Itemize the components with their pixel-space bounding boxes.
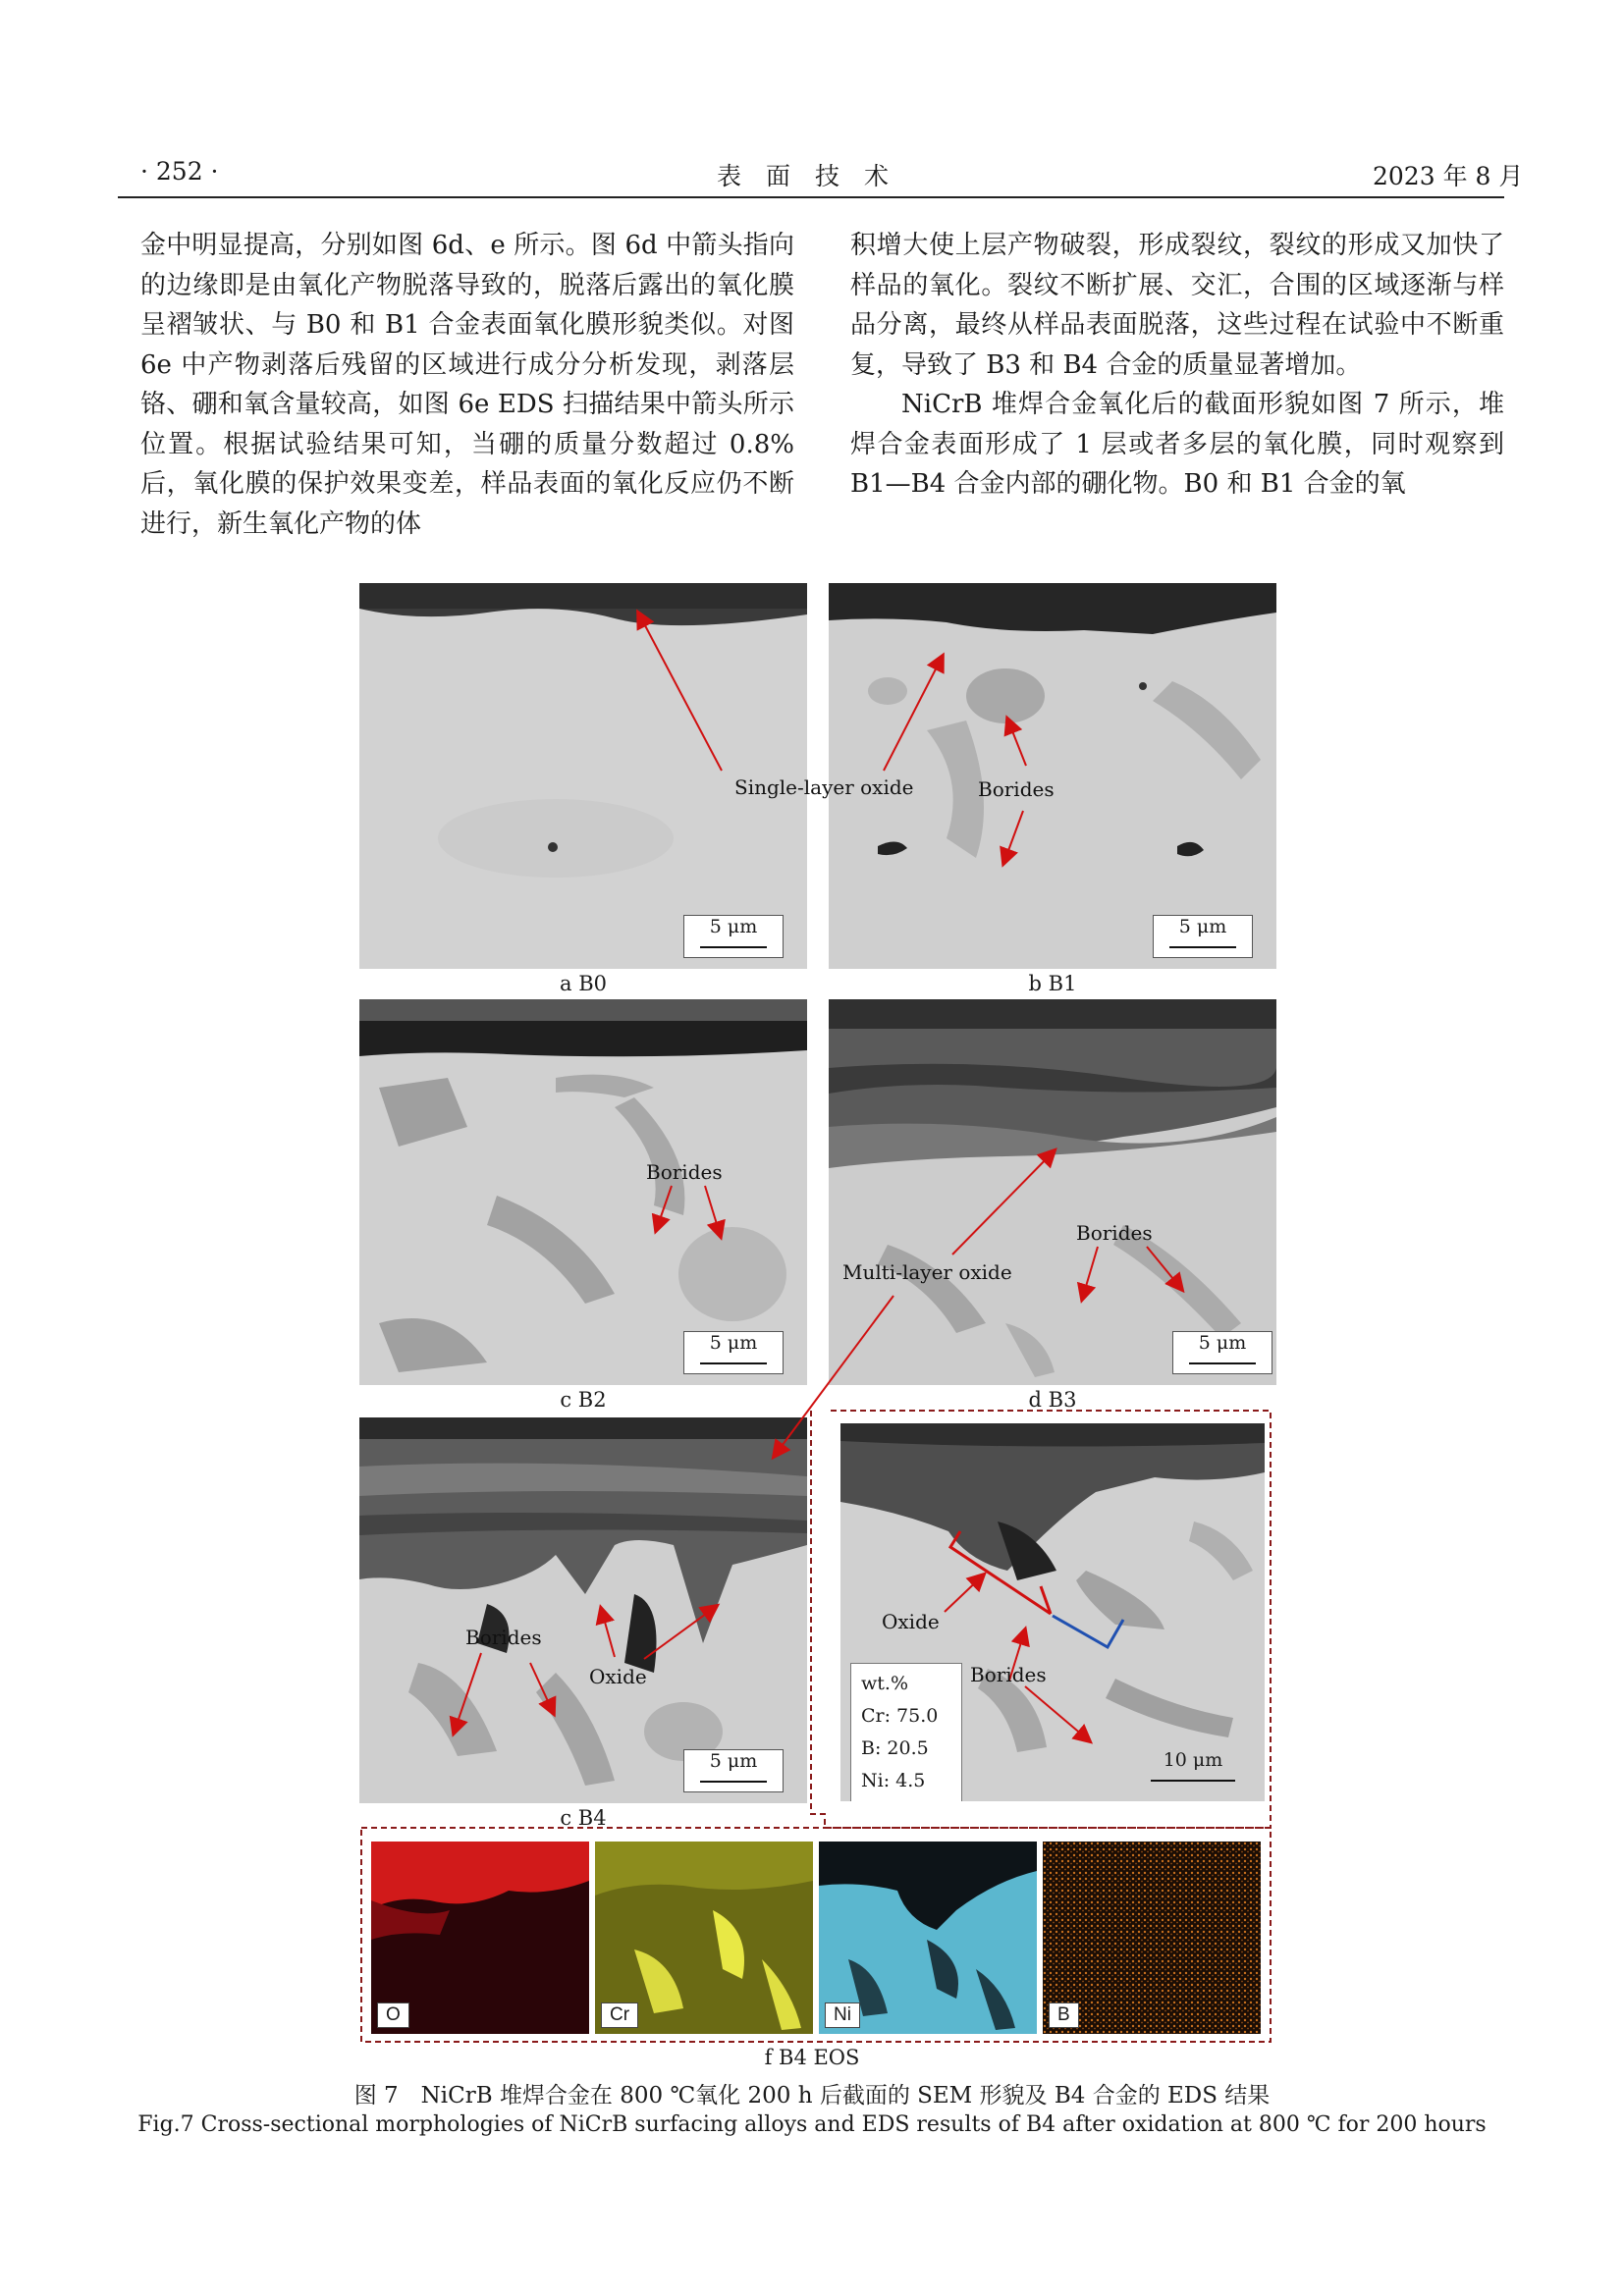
caption-d: d B3 [1028,1388,1077,1412]
eds-map-ni [819,1842,1037,2034]
label-multi-layer-oxide: Multi-layer oxide [842,1260,1012,1284]
caption-e: c B4 [560,1806,607,1830]
caption-c: c B2 [560,1388,607,1412]
sem-panel-b2 [359,999,807,1385]
scale-bar-b1: 5 μm [1153,915,1253,958]
right-paragraph-1: 积增大使上层产物破裂，形成裂纹，裂纹的形成又加快了样品的氧化。裂纹不断扩展、交汇，合围的区域逐渐与样品分离，最终从样品表面脱落，这些过程在试验中不断重复，导致了 B3 和 B4 合金的质量显著增加。 [850,231,1504,380]
label-borides-b4: Borides [465,1626,542,1649]
map-label-ni: Ni [825,2002,860,2028]
right-paragraph-2: NiCrB 堆焊合金氧化后的截面形貌如图 7 所示，堆焊合金表面形成了 1 层或者多层的氧化膜，同时观察到 B1—B4 合金内部的硼化物。B0 和 B1 合金的氧 [850,390,1504,499]
header-rule [118,196,1504,198]
label-single-layer-oxide: Single-layer oxide [734,775,914,799]
label-oxide-eds: Oxide [882,1610,940,1633]
label-oxide-b4: Oxide [589,1665,647,1688]
scale-bar-b3: 5 μm [1172,1331,1272,1374]
scale-bar-b2: 5 μm [683,1331,784,1374]
map-label-cr: Cr [601,2002,638,2028]
sem-panel-b4 [359,1417,807,1803]
eds-map-cr [595,1842,813,2034]
eds-map-b [1043,1842,1261,2034]
figure-caption-en: Fig.7 Cross-sectional morphologies of NiCrB surfacing alloys and EDS results of B4 after oxidation at 800 ℃ for 200 hours [137,2112,1487,2137]
eds-map-o [371,1842,589,2034]
eds-result-box: wt.% Cr: 75.0 B: 20.5 Ni: 4.5 [850,1663,962,1801]
figure-caption-cn: 图 7 NiCrB 堆焊合金在 800 ℃氧化 200 h 后截面的 SEM 形貌及 B4 合金的 EDS 结果 [353,2083,1271,2109]
label-borides-b2: Borides [646,1160,723,1184]
caption-a: a B0 [560,972,607,995]
caption-f: f B4 EOS [764,2046,860,2069]
label-borides-b1: Borides [978,777,1055,801]
scale-bar-b4: 5 μm [683,1749,784,1792]
scale-bar-b0: 5 μm [683,915,784,958]
sem-panel-b3 [829,999,1276,1385]
page-number: · 252 · [140,157,219,186]
map-label-b: B [1049,2002,1079,2028]
label-borides-b3: Borides [1076,1221,1153,1245]
left-column [140,226,794,544]
map-label-o: O [377,2002,409,2028]
scale-bar-b4-eds: 10 μm [1135,1749,1251,1790]
issue-date: 2023 年 8 月 [1373,162,1524,190]
caption-b: b B1 [1028,972,1077,995]
right-column [850,226,1504,505]
left-paragraph: 金中明显提高，分别如图 6d、e 所示。图 6d 中箭头指向的边缘即是由氧化产物脱落导致的，脱落后露出的氧化膜呈褶皱状、与 B0 和 B1 合金表面氧化膜形貌类似。对图 6e 中产物剥落后残留的区域进行成分分析发现，剥落层铬、硼和氧含量较高，如图 6e EDS 扫描结果中箭头所示位置。根据试验结果可知，当硼的质量分数超过 0.8%后，氧化膜的保护效果变差，样品表面的氧化反应仍不断进行，新生氧化产物的体 [140,231,794,539]
label-borides-eds: Borides [970,1663,1047,1686]
journal-name: 表 面 技 术 [717,162,890,190]
